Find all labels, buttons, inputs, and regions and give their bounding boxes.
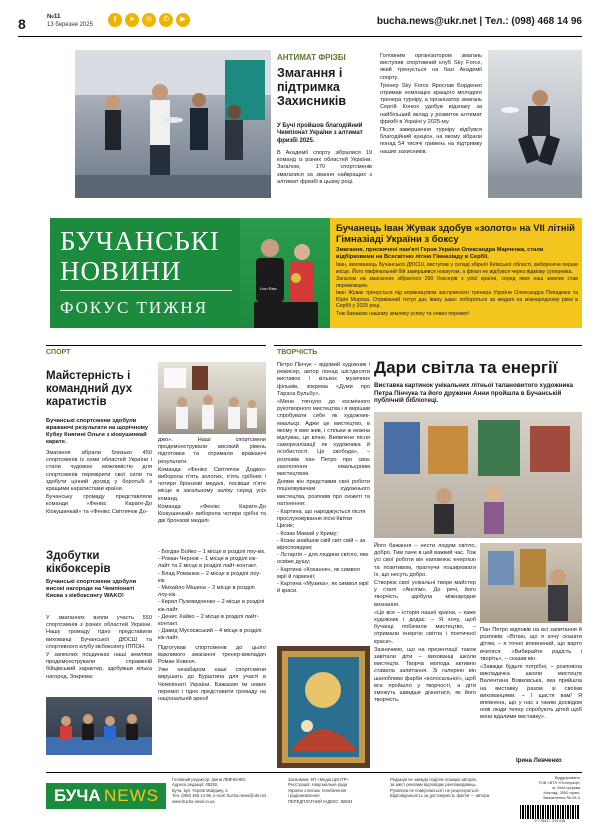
facebook-icon[interactable]: f [108,13,122,27]
art-col-3 [480,627,582,723]
frisbee-photo-left [75,50,271,198]
issue-number: №11 [47,13,61,20]
frisbee-lead: У Бучі пройшов благодійний Чемпіонат України з алтимат фризбі 2025. [277,123,363,144]
list-item: - Михайло Мішина – 2 місце в розділі лоу-кік. [158,585,255,599]
karate-photo [158,362,266,434]
viber-icon[interactable]: ✆ [159,13,173,27]
karate-body-5: Команда «Фенікс Карате-До Кіокушинкай» виборола чотири срібні та дві бронзові медалі. [158,503,266,525]
frisbee-body-1: В Академії спорту зібралися 19 команд із різних областей України. Загалом, 170 спортсменів змагалися за звання найкращих з алтимат фризбі в цьому році. [277,150,372,185]
list-item: - Козак знайшов свій світ свій – за віросповідом; [277,537,366,552]
boxing-panel [330,218,582,328]
karate-col-1 [46,450,152,517]
art-body-4: Його бажання – нести людям світло, добро. Тим паче в цей важкий час. Тож усі свої роботи він наповнює енергією та позитивом, прагнучи поширювати їх, що несуть добро. [374,543,476,578]
art-col-1 [277,362,370,596]
boxing-lead: Змагання, присвячені пам'яті Героя України Олександра Марченка, стали відбірковими на Всесвітню літню Гімназіаду в Сербії. [336,247,544,260]
footer [46,772,582,823]
banner-subtitle: ФОКУС ТИЖНЯ [60,298,209,317]
frisbee-col-2 [380,53,482,157]
art-body-8: Пан Петро відповів на всі запитання й розповів: «Вітаю, що я хочу сказати дітям, – я точно впевнений, що варто вчитися: «Вибирайте радість і творіть», – сказав він. [480,627,582,662]
karate-lead: Бучанські спортсмени здобули вражаючі результати на щорічному Кубку Княгині Ольги з кіокушинкай карате. [46,418,149,445]
karate-body-4: Команда «Фенікс Світлячок Доджо» виборола п'ять золотих, п'ять срібних і чотири бронзові медалі, посівши п'яте місце в загальному заліку серед усіх команд. [158,466,266,502]
karate-body-3: джо». Наші спортсмени продемонстрували високий рівень підготовки та отримали вражаючі результати. [158,437,266,465]
youtube-icon[interactable]: ▶ [176,13,190,27]
gallery-illustration [374,412,582,538]
issue-date: 13 березня 2025 [47,22,93,28]
art-rubric: ТВОРЧІСТЬ [277,349,318,356]
telegram-icon[interactable]: ➤ [125,13,139,27]
list-item: - Картина «Кохання», як символ мрії й гармонії; [277,566,360,580]
banner-title-1: БУЧАНСЬКІ [60,226,220,256]
barcode [520,805,580,819]
instagram-icon[interactable]: ◎ [142,13,156,27]
tshirt-label: Lion Rise [260,286,277,291]
page-header [0,0,600,42]
art-col-2 [374,543,476,705]
boxing-body-4: Тож бажаємо нашому земляку успіху та нових перемог! [336,310,470,317]
list-item: - Роман Чернов – 1 місце в розділі кік-лайт та 2 місце в розділі лайт-контакт. [158,556,258,570]
painting-illustration [277,646,370,768]
kickbox-body-1: У змаганнях взяли участь 550 спортсменів з різних областей України. Нашу громаду гідно представили вихованці Бучанської ДЮСШ та спортивного клубу кікбоксингу ІППОН. [46,615,152,650]
art-body-3: Днями він представив свої роботи поціновувачам художнього мистецтва, розповів про сюжеті та натхнення: [277,479,370,507]
footer-col-2: Засновник: КП «Медіа ЦЕНТР» Реєстрація: Національна рада України з питань телебачення і радіомовлення ПЕРЕДПЛАТНИЙ ІНДЕКС: 88834 [288,777,353,804]
boxing-body [336,262,578,318]
barcode-digits: 9 776617 291316 [534,819,566,823]
social-icons [108,13,190,27]
footer-col-1: Головний редактор: Ірина ЛЕВЧЕНКО Адреса редакції: 08292, Буча, вул. Героїв Майдану, 2 Тел. (098) 468 14 96, e-mail: bucha.news@ukr.net www.bucha.news.in.ua [172,777,267,804]
karate-title: Майстерність і командний дух каратистів [46,370,133,408]
kickbox-title: Здобутки кікбоксерів [46,550,111,575]
sport-rubric: СПОРТ [46,349,71,356]
frisbee-body-2: Головним організатором змагань виступив спортивний клуб Sky Force, який тренується на базі Академії спорту. [380,53,482,81]
kickbox-results-list [158,549,266,643]
frisbee-body-4: Після завершення турніру відбувся благодійний аукціон, на якому зібрали понад 54 тисячі гривень на підтримку наших захисників. [380,127,482,155]
kickbox-body-2: У запеклих поєдинках наші земляки продемонстрували справжній бійцівський характер, здобувши кілька нагород. Зокрема: [46,652,152,680]
list-item: - Картина «Музика», як символ мрії й краси. [277,581,369,595]
frisbee-photo-right [488,50,582,198]
boxers-illustration [240,218,330,328]
banner-title-2: НОВИНИ [60,256,182,286]
frisbee-players-illustration [75,50,271,198]
boxing-title: Бучанець Іван Жувак здобув «золото» на VII літній Гімназіаді України з боксу [336,223,575,245]
list-item: - Богдан Бойко – 1 місце в розділі лоу-кік. [158,549,266,555]
art-author: Ірина Левченко [516,758,562,764]
list-item: - Лєтаргія – для людини світло, яке освіже душу; [277,552,369,566]
frisbee-title: Змагання і підтримка Захисників [277,66,347,108]
karate-body-1: Змагання зібрали близько 450 спортсменів із семи областей України і стали чудовою можливістю для спортсменів перевірити свої сили та здобути цінний досвід у боротьбі з кращими каратистами країни. [46,450,152,493]
boxing-body-2: Загалом на змаганнях зібралося 290 боксерів з усієї країни, серед яких наш земляк став переможцем. [336,276,578,289]
art-body-9: «Завжди будьте потрібні, – розповіла викладачка школи мистецтв Валентина Вовковська, яка прийшла на виставку разом зі своїми вихованцями. – І щастя вам! Я впевнена, що у нас з таким досвідом нові люди тепер спробують дітей щоб вони вдалими виставку». [480,664,582,721]
art-body-5: Створює свої унікальні твори майстер у стилі «Англім». До речі, його творчість здобула міжнародне визнання. [374,580,476,608]
kickbox-body-4: Уже незабаром наші спортсмени вирушать до Бурштина для участі в Чемпіонаті України. Бажаємо їм нових перемог і гідно представити громаду на національній арені! [158,667,266,703]
kickbox-team-illustration [46,697,152,755]
painting-photo [277,646,370,768]
list-item: - Козак Мамай у Криму; [277,530,338,537]
header-rule [18,36,582,37]
art-body-2: «Мене тягнуло до космічного рукотворного мистецтва і я вирішив спробувати себе як художник-емальєр. Адже це мистецтво, в якому я вже жив, і стільки ж можна відчуває, це вічно. Виявлене після самореалізації як художника й особистості. Це свобода», – розповів пан Петро про своє захоплення емальєрним мистецтвом. [277,399,370,478]
footer-col-4: Віддруковано ТОВ «ВТЛ «Поліграф» м. Біла Церква Наклад: 3500 прим. Замовлення № 28-4 [538,775,580,800]
art-works-list [277,509,370,595]
karate-col-2 [158,437,266,526]
frisbee-jump-illustration [488,50,582,198]
list-item: - Денис Хайко – 2 місце в розділі лайт-контакт. [158,613,259,628]
page-number: 8 [18,16,26,32]
boxer-photo [240,218,330,328]
karate-body-2: Бучанську громаду представляли команди «Фенікс Карате-До Кіокушинкай» та «Фенікс Світлячок До- [46,494,152,515]
artist-photo [480,543,582,623]
boxing-body-3: Іван Жувак тренується під керівництвом заслуженого тренера України Олександра Попадюка та Юрія Мороза. Отриманий титул дає Івану шанс побороться за медалі на міжнародному рівні в Сербії у 2025 році. [336,290,578,309]
art-body-1: Петро Пінчук – відомий художник і режисер, автор понад шістдесяти виставок і кількох музичних фільмів, зокрема «Думи про Тараса Бульбу». [277,362,370,397]
art-title: Дари світла та енергії [374,358,558,377]
footer-col-3: Редакція не завжди поділяє позицію авторів, за зміст реклами відповідає рекламодавець. Рукописи не повертаються і не рецензуються. Відповідальність за достовірність фактів — автори. [390,777,491,799]
gallery-photo [374,412,582,538]
art-lead: Виставка картинок унікальних літньої талановитого художника Петра Пінчука та його дружини Анни пройшла в Бучанській публічній бібліотеці. [374,382,574,405]
logo-text-a: БУЧА [54,786,101,805]
logo-text-b: NEWS [104,786,159,805]
karate-team-illustration [158,362,266,434]
list-item: - Влад Романюк – 2 місце в розділі лоу-кік. [158,570,261,584]
art-rule [274,345,582,346]
list-item: - Кирил Пузевидченко – 2 місце в розділі кік-лайт. [158,599,265,613]
kickbox-photo [46,697,152,755]
artist-illustration [480,543,582,623]
kickbox-col-1 [46,615,152,682]
boxing-body-1: Іван, вихованець Бучанської ДЮСШ, виступав у складі збірної Київської області, вибороючи перше місце. Його півфінальний бій завершився нокаутом, а фінал не відбувся через відмову суперника. [336,262,578,275]
footer-logo [46,783,166,809]
frisbee-rubric: АНТИМАТ ФРІЗБІ [277,53,346,62]
list-item: - Картина, що народжується після прослуховування пісні Квітки Цисик; [277,509,366,530]
focus-banner [50,218,240,328]
kickbox-body-3: Підготував спортсменів до цього важливого змагання тренер-викладач Роман Ковенч. [158,644,266,666]
sport-rule [46,345,266,346]
kickbox-col-2 [158,549,266,704]
list-item: - Давид Мусоєвський – 4 місце в розділі кік-лайт. [158,628,262,642]
art-body-7: Зазначимо, що на презентації також завітали діти – вихованці школи мистецтв. Творча молода активно ставила запитання. Зі галерею він шанобливо фарби «колосальної», щоб все пройшло у творчості, а діти зможуть швидше дізнатися, як його творчість. [374,646,476,704]
kickbox-lead: Бучанські спортсмени здобули високі нагороди на Чемпіонаті Києва з кікбоксингу WAKO! [46,579,137,599]
art-body-6: «Це все – історія нашої країни, – каже художник і додає: – Я хочу, щоб бучанці побачили мистецтво, – отримали енергію світла і поетичної краси». [374,609,476,645]
banner-divider [60,290,232,291]
header-contacts: bucha.news@ukr.net | Тел.: (098) 468 14 96 [376,16,582,27]
frisbee-body-3: Тренер Sky Force Ярослав Борденко отримав номінацію кращого молодого тренера турніру, а організатор змагань Сергій Конюх удобув відзнаку за найбільший вклад у розвиток алтимат фризбі в Україні у 2025-му. [380,82,482,125]
